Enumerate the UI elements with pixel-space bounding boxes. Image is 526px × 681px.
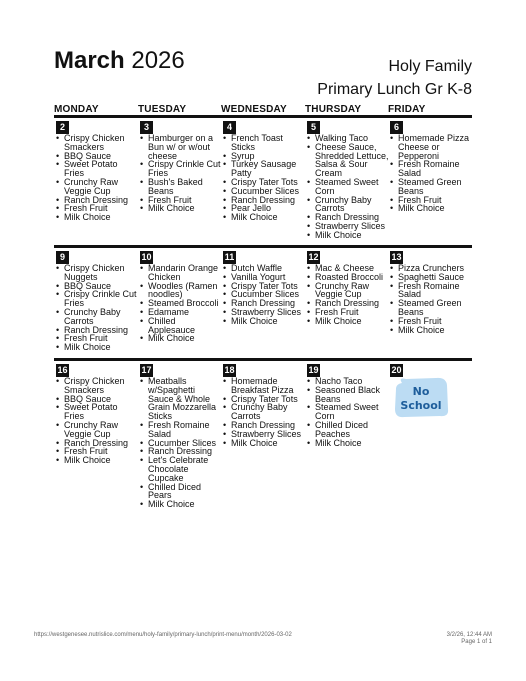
menu-item: • Milk Choice	[138, 334, 222, 343]
footer-url: https://westgenesee.nutrislice.com/menu/holy-family/primary-lunch/print-menu/month/2026-03-02	[34, 632, 292, 638]
menu-item: • Cheese Sauce, Shredded Lettuce, Salsa & Sour Cream	[305, 143, 389, 178]
menu-item: • Milk Choice	[221, 317, 305, 326]
day-number: 4	[223, 121, 236, 134]
menu-item: • Ranch Dressing	[138, 447, 222, 456]
day-number: 18	[224, 365, 235, 375]
menu-item: • Fresh Fruit	[54, 447, 138, 456]
menu-item: • Dutch Waffle	[221, 264, 305, 273]
menu-item: • Crispy Chicken Nuggets	[54, 264, 138, 282]
menu-item: • Milk Choice	[388, 204, 472, 213]
menu-item: • Vanilla Yogurt	[221, 273, 305, 282]
menu-item: • Pizza Crunchers	[388, 264, 472, 273]
no-school-text-top: No	[412, 385, 430, 398]
menu-item: • French Toast Sticks	[221, 134, 305, 152]
day-number: 3	[140, 121, 153, 134]
day-number: 5	[307, 121, 320, 134]
day-number: 11	[224, 252, 235, 262]
day-number: 12	[308, 252, 319, 262]
menu-item: • Strawberry Slices	[221, 430, 305, 439]
menu-item: • Turkey Sausage Patty	[221, 160, 305, 178]
menu-item: • Homemade Breakfast Pizza	[221, 377, 305, 395]
day-number: 17	[141, 365, 152, 375]
week-row	[54, 358, 472, 510]
menu-item: • Steamed Sweet Corn	[305, 178, 389, 196]
menu-items	[388, 134, 472, 213]
menu-item: • Mac & Cheese	[305, 264, 389, 273]
menu-item: • Milk Choice	[138, 204, 222, 213]
menu-item: • Ranch Dressing	[54, 439, 138, 448]
menu-item: • Milk Choice	[305, 439, 389, 448]
footer-page: Page 1 of 1	[461, 639, 492, 645]
no-school-text-bottom: School	[400, 399, 442, 412]
menu-item: • Let's Celebrate Chocolate Cupcake	[138, 456, 222, 482]
menu-item: • Steamed Green Beans	[388, 299, 472, 317]
menu-item: • Meatballs w/Spaghetti Sauce & Whole Grain Mozzarella Sticks	[138, 377, 222, 421]
menu-item: • Cucumber Slices	[221, 187, 305, 196]
day-number: 2	[56, 121, 69, 134]
menu-item: • Crispy Crinkle Cut Fries	[138, 160, 222, 178]
week-row	[54, 115, 472, 246]
menu-item: • Roasted Broccoli	[305, 273, 389, 282]
menu-item: • Crispy Chicken Smackers	[54, 134, 138, 152]
menu-items	[221, 134, 305, 222]
menu-item: • BBQ Sauce	[54, 282, 138, 291]
menu-item: • Crispy Tater Tots	[221, 395, 305, 404]
day-number: 9	[56, 251, 69, 264]
menu-item: • Crunchy Raw Veggie Cup	[305, 282, 389, 300]
menu-items	[54, 264, 138, 352]
menu-item: • Crispy Tater Tots	[221, 178, 305, 187]
weekday-wednesday: WEDNESDAY	[221, 104, 287, 115]
menu-item: • Milk Choice	[221, 439, 305, 448]
menu-item: • Sweet Potato Fries	[54, 403, 138, 421]
menu-item: • Spaghetti Sauce	[388, 273, 472, 282]
no-school-badge	[392, 375, 450, 419]
weekday-thursday: THURSDAY	[305, 104, 362, 115]
menu-item: • Cucumber Slices	[138, 439, 222, 448]
menu-item: • Strawberry Slices	[221, 308, 305, 317]
menu-item: • Steamed Green Beans	[388, 178, 472, 196]
menu-items	[54, 377, 138, 465]
weekday-tuesday: TUESDAY	[138, 104, 187, 115]
menu-item: • Milk Choice	[388, 326, 472, 335]
menu-item: • Chilled Diced Peaches	[305, 421, 389, 439]
menu-item: • Chilled Diced Pears	[138, 483, 222, 501]
menu-item: • Fresh Romaine Salad	[138, 421, 222, 439]
menu-item: • Fresh Fruit	[54, 204, 138, 213]
menu-item: • Syrup	[221, 152, 305, 161]
menu-item: • Woodles (Ramen noodles)	[138, 282, 222, 300]
menu-item: • Crunchy Baby Carrots	[221, 403, 305, 421]
menu-item: • Ranch Dressing	[221, 196, 305, 205]
menu-item: • Fresh Romaine Salad	[388, 282, 472, 300]
day-number: 20	[391, 365, 402, 375]
menu-item: • Crispy Chicken Smackers	[54, 377, 138, 395]
menu-item: • Milk Choice	[138, 500, 222, 509]
day-number: 6	[390, 121, 403, 134]
menu-name: Primary Lunch Gr K-8	[317, 81, 472, 98]
school-name: Holy Family	[388, 58, 472, 75]
menu-items	[138, 264, 222, 343]
menu-items	[305, 264, 389, 326]
menu-item: • Steamed Sweet Corn	[305, 403, 389, 421]
menu-item: • Ranch Dressing	[221, 421, 305, 430]
weekday-monday: MONDAY	[54, 104, 99, 115]
day-number: 16	[57, 365, 68, 375]
menu-item: • Mandarin Orange Chicken	[138, 264, 222, 282]
menu-item: • Ranch Dressing	[305, 213, 389, 222]
title-month: March	[54, 47, 125, 74]
menu-item: • BBQ Sauce	[54, 395, 138, 404]
footer-date: 3/2/26, 12:44 AM	[446, 632, 492, 638]
menu-item: • Crunchy Raw Veggie Cup	[54, 421, 138, 439]
menu-item: • Fresh Fruit	[54, 334, 138, 343]
page-title	[54, 47, 185, 75]
menu-item: • Steamed Broccoli	[138, 299, 222, 308]
menu-item: • Cucumber Slices	[221, 290, 305, 299]
menu-item: • Fresh Fruit	[138, 196, 222, 205]
menu-item: • Fresh Fruit	[305, 308, 389, 317]
menu-item: • Crispy Tater Tots	[221, 282, 305, 291]
menu-item: • Milk Choice	[54, 343, 138, 352]
menu-item: • Pear Jello	[221, 204, 305, 213]
menu-items	[388, 264, 472, 334]
menu-items	[221, 264, 305, 326]
menu-items	[138, 134, 222, 213]
menu-item: • Fresh Romaine Salad	[388, 160, 472, 178]
menu-items	[305, 377, 389, 447]
title-year: 2026	[131, 47, 185, 74]
day-number: 19	[308, 365, 319, 375]
menu-item: • Edamame	[138, 308, 222, 317]
menu-item: • Crunchy Baby Carrots	[305, 196, 389, 214]
menu-item: • Strawberry Slices	[305, 222, 389, 231]
menu-items	[221, 377, 305, 447]
weekday-friday: FRIDAY	[388, 104, 426, 115]
menu-item: • Bush's Baked Beans	[138, 178, 222, 196]
menu-item: • Milk Choice	[54, 213, 138, 222]
menu-item: • Sweet Potato Fries	[54, 160, 138, 178]
menu-item: • Nacho Taco	[305, 377, 389, 386]
menu-item: • Ranch Dressing	[305, 299, 389, 308]
menu-item: • Walking Taco	[305, 134, 389, 143]
menu-item: • Milk Choice	[54, 456, 138, 465]
menu-item: • Hamburger on a Bun w/ or w/out cheese	[138, 134, 222, 160]
menu-item: • Milk Choice	[221, 213, 305, 222]
menu-item: • Seasoned Black Beans	[305, 386, 389, 404]
menu-item: • Milk Choice	[305, 231, 389, 240]
menu-item: • Homemade Pizza Cheese or Pepperoni	[388, 134, 472, 160]
menu-items	[305, 134, 389, 240]
menu-items	[138, 377, 222, 509]
menu-item: • Milk Choice	[305, 317, 389, 326]
menu-item: • Ranch Dressing	[54, 196, 138, 205]
day-number: 13	[391, 252, 402, 262]
menu-item: • Chilled Applesauce	[138, 317, 222, 335]
day-number: 10	[141, 252, 152, 262]
menu-item: • BBQ Sauce	[54, 152, 138, 161]
menu-item: • Ranch Dressing	[54, 326, 138, 335]
menu-item: • Crunchy Raw Veggie Cup	[54, 178, 138, 196]
week-row	[54, 245, 472, 360]
menu-items	[54, 134, 138, 222]
menu-item: • Fresh Fruit	[388, 317, 472, 326]
menu-item: • Ranch Dressing	[221, 299, 305, 308]
menu-item: • Fresh Fruit	[388, 196, 472, 205]
menu-item: • Crunchy Baby Carrots	[54, 308, 138, 326]
menu-item: • Crispy Crinkle Cut Fries	[54, 290, 138, 308]
